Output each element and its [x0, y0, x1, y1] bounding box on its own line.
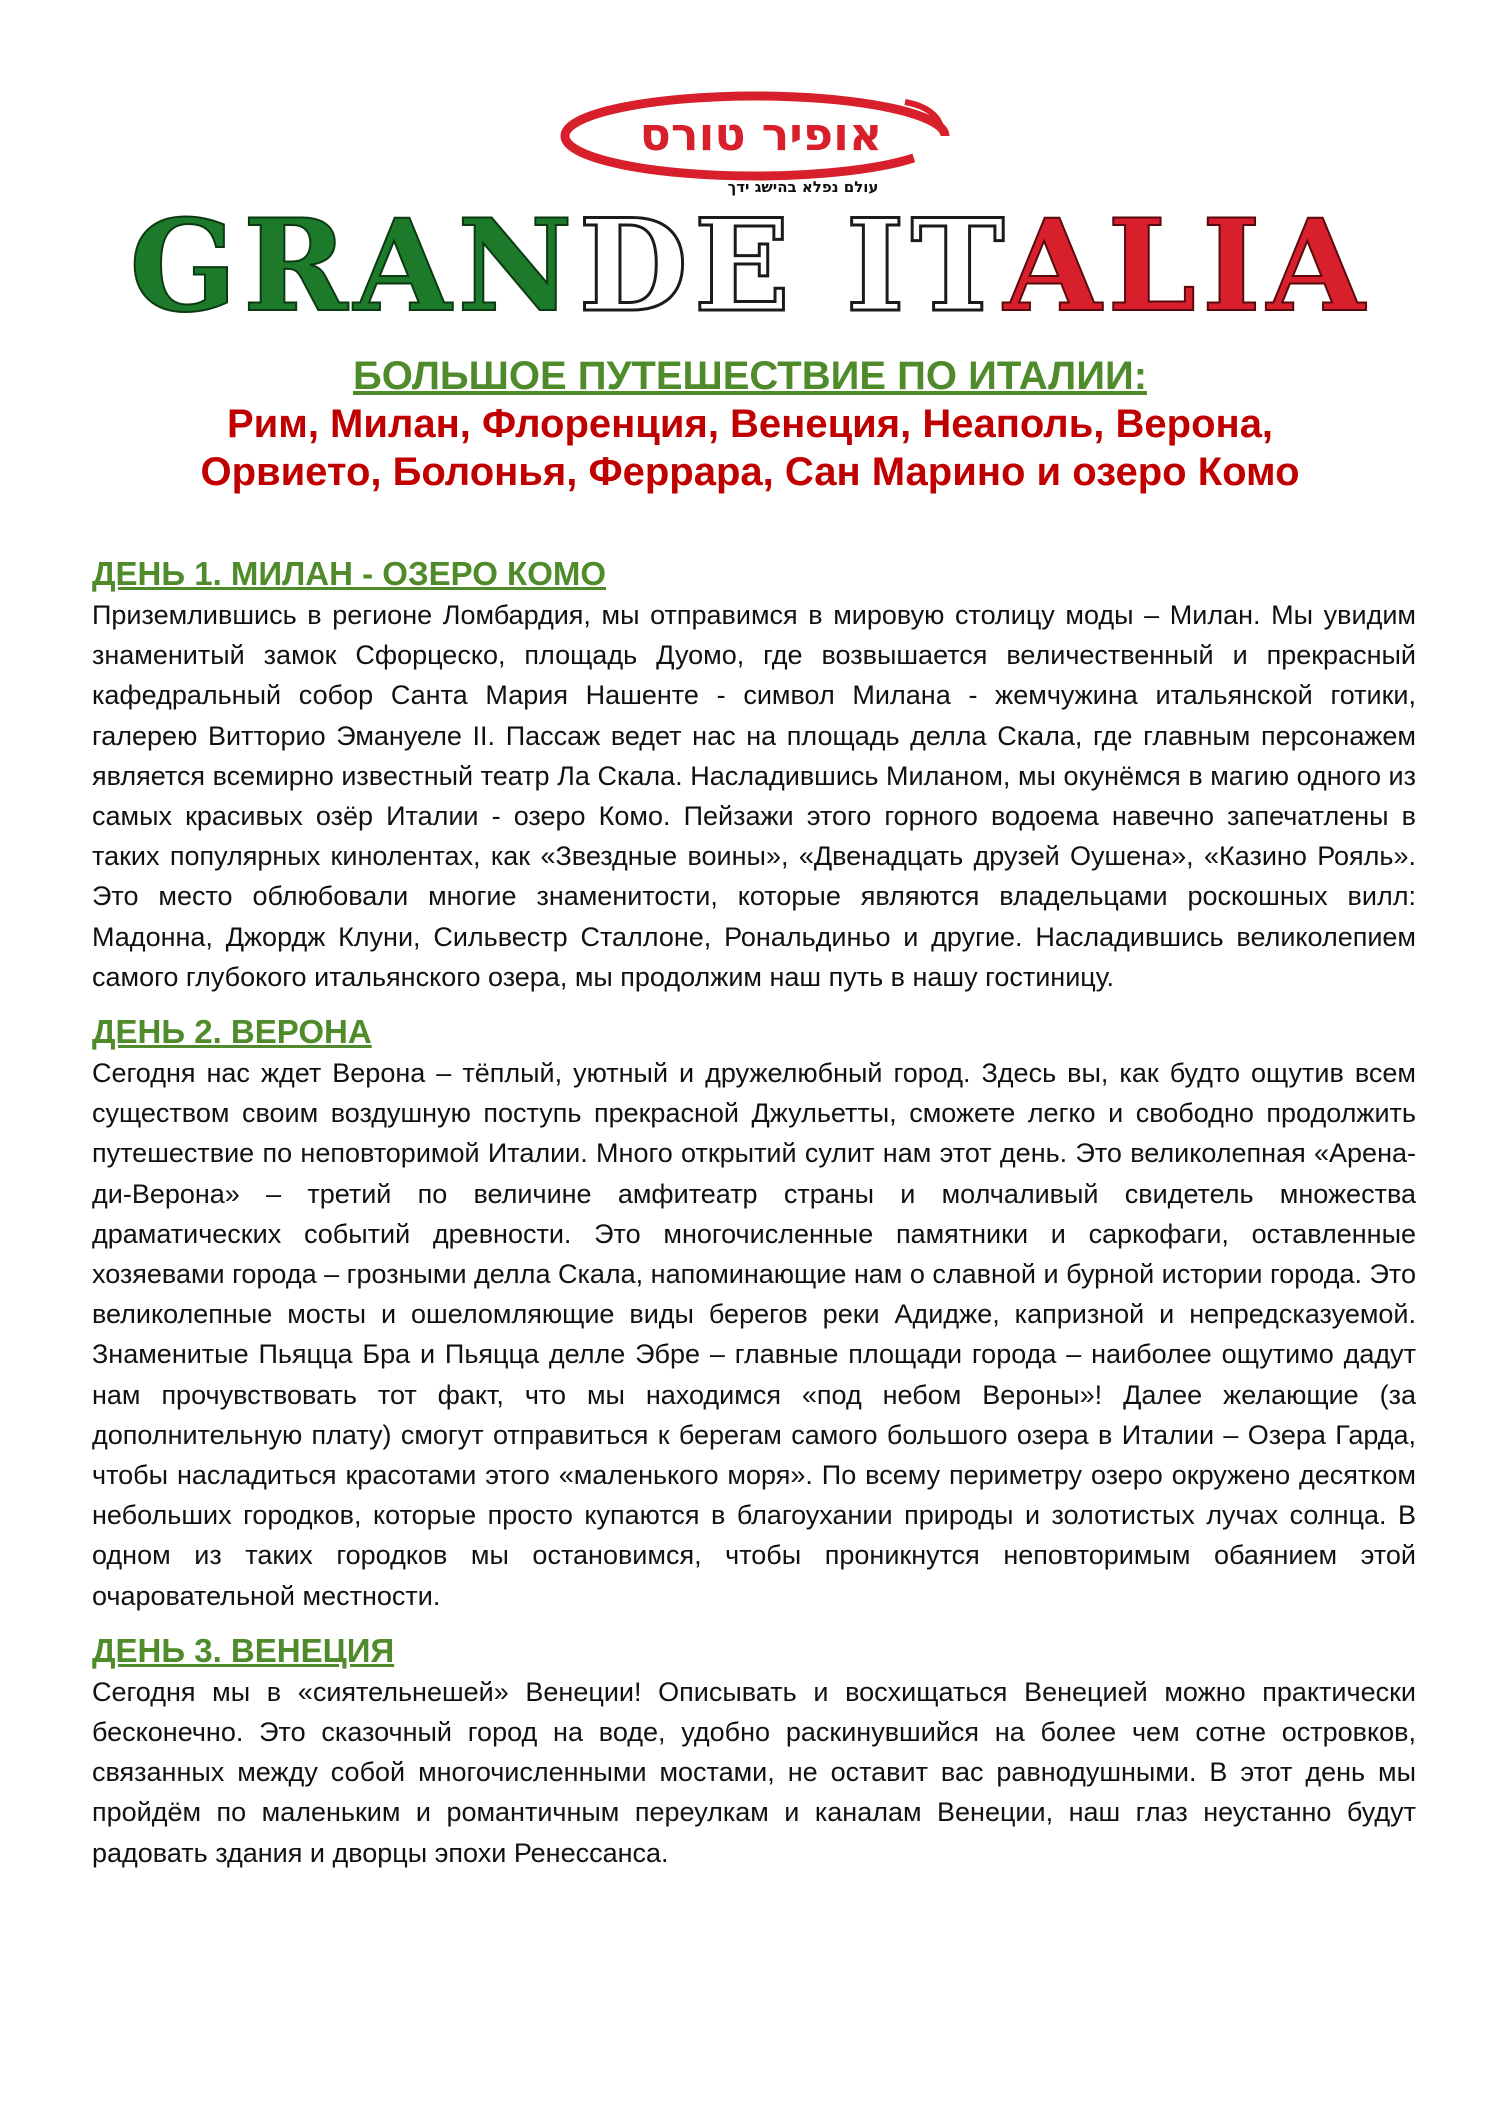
day-3-text: Сегодня мы в «сиятельнешей» Венеции! Описывать и восхищаться Венецией можно практически бесконечно. Это сказочный город на воде, удобно раскинувшийся на более чем сотне островков, связанных между собой многочисленными мостами, не оставит вас равнодушными. В этот день мы пройдём по маленьким и романтичным переулкам и каналам Венеции, наш глаз неустанно будут радовать здания и дворцы эпохи Ренессанса. [92, 1676, 1416, 1868]
tour-subtitle [0, 352, 1500, 496]
title-red-part: ALIA [1003, 192, 1371, 340]
brand-logo [555, 88, 955, 196]
title-white-part: DE IT [578, 192, 1004, 340]
subtitle-line-2: Рим, Милан, Флоренция, Венеция, Неаполь, Верона, [226, 402, 1274, 446]
subtitle-line-3: Орвието, Болонья, Феррара, Сан Марино и озеро Комо [200, 450, 1300, 494]
day-1-heading: ДЕНЬ 1. МИЛАН - ОЗЕРО КОМО [92, 555, 607, 592]
title-green-part: GRAN [129, 192, 579, 340]
day-2-heading: ДЕНЬ 2. ВЕРОНА [92, 1013, 372, 1051]
logo-swoosh-icon [555, 88, 955, 196]
itinerary [92, 553, 1416, 1873]
logo-tagline: עולם נפלא בהישג ידך [727, 178, 879, 196]
day-3-heading: ДЕНЬ 3. ВЕНЕЦИЯ [92, 1631, 395, 1669]
day-1-text: Приземлившись в регионе Ломбардия, мы отправимся в мировую столицу моды – Милан. Мы увидим знаменитый замок Сфорцеско, площадь Дуомо, где возвышается величественный и прекрасный кафедральный собор Санта Мария Нашенте - символ Милана - жемчужина итальянской готики, галерею Витторио Эмануеле II. Пассаж ведет нас на площадь делла Скала, где главным персонажем является всемирно известный театр Ла Скала. Насладившись Миланом, мы окунёмся в магию одного из самых красивых озёр Италии - озеро Комо. Пейзажи этого горного водоема навечно запечатлены в таких популярных кинолентах, как «Звездные воины», «Двенадцать друзей Оушена», «Казино Рояль». Это место облюбовали многие знаменитости, которые являются владельцами роскошных вилл: Мадонна, Джордж Клуни, Сильвестр Сталлоне, Рональдиньо и другие. Насладившись великолепием самого глубокого итальянского озера, мы продолжим наш путь в нашу гостиницу. [92, 600, 1416, 992]
grande-italia-title [0, 192, 1500, 340]
day-2-text: Сегодня нас ждет Верона – тёплый, уютный и дружелюбный город. Здесь вы, как будто ощутив всем существом своим воздушную поступь прекрасной Джульетты, сможете легко и свободно продолжить путешествие по неповторимой Италии. Много открытий сулит нам этот день. Это великолепная «Арена-ди-Верона» – третий по величине амфитеатр страны и молчаливый свидетель множества драматических событий древности. Это многочисленные памятники и саркофаги, оставленные хозяевами города – грозными делла Скала, напоминающие нам о славной и бурной истории города. Это великолепные мосты и ошеломляющие виды берегов реки Адидже, капризной и непредсказуемой. Знаменитые Пьяцца Бра и Пьяцца делле Эбре – главные площади города – наиболее ощутимо дадут нам прочувствовать тот факт, что мы находимся «под небом Вероны»! Далее желающие (за дополнительную плату) смогут отправиться к берегам самого большого озера в Италии – Озера Гарда, чтобы насладиться красотами этого «маленького моря». По всему периметру озеро окружено десятком небольших городков, которые просто купаются в благоухании природы и золотистых лучах солнца. В одном из таких городков мы остановимся, чтобы проникнутся неповторимым обаянием этой очаровательной местности. [92, 1058, 1416, 1611]
logo-brand-text: אופיר טורס [639, 107, 883, 161]
subtitle-line-1: БОЛЬШОЕ ПУТЕШЕСТВИЕ ПО ИТАЛИИ: [352, 354, 1148, 398]
